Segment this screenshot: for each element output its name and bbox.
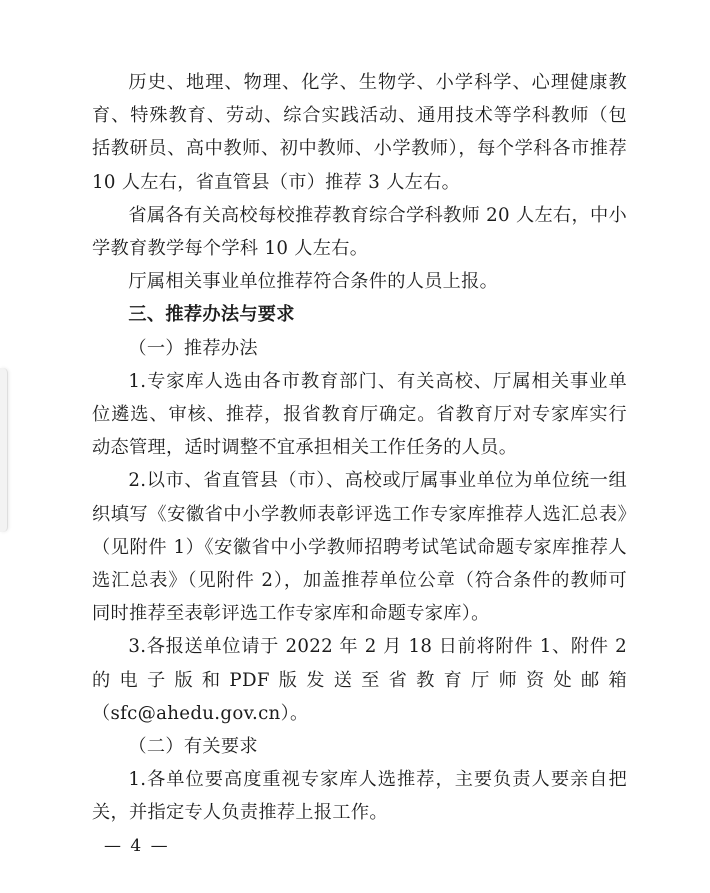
subsection-heading-requirements: （二）有关要求 [128,736,258,758]
page-number: — 4 — [104,836,170,856]
paragraph-universities: 省属各有关高校每校推荐教育综合学科教师 20 人左右，中小学教育教学每个学科 10 人左右。 [92,204,627,260]
paragraph-requirement-1: 1.各单位要高度重视专家库人选推荐，主要负责人要亲自把关，并指定专人负责推荐上报工作。 [92,769,627,824]
paragraph-method-1: 1.专家库人选由各市教育部门、有关高校、厅属相关事业单位遴选、审核、推荐，报省教育厅确定。省教育厅对专家库实行动态管理，适时调整不宜承担相关工作任务的人员。 [92,370,627,459]
subsection-heading-methods: （一）推荐办法 [128,337,258,359]
side-panel-tab[interactable] [0,368,8,532]
paragraph-method-2: 2.以市、省直管县（市）、高校或厅属事业单位为单位统一组织填写《安徽省中小学教师表彰评选工作专家库推荐人选汇总表》（见附件 1）《安徽省中小学教师招聘考试笔试命题专家库推荐人选汇总表》（见附件 2），加盖推荐单位公章（符合条件的教师可同时推荐至表彰评选工作专家库和命题专家库）。 [92,470,627,625]
section-heading: 三、推荐办法与要求 [128,304,295,326]
paragraph-affiliated-units: 厅属相关事业单位推荐符合条件的人员上报。 [128,271,499,293]
paragraph-subject-list: 历史、地理、物理、化学、生物学、小学科学、心理健康教育、特殊教育、劳动、综合实践活动、通用技术等学科教师（包括教研员、高中教师、初中教师、小学教师），每个学科各市推荐 10 人左右，省直管县（市）推荐 3 人左右。 [92,72,627,193]
document-body [92,66,627,830]
paragraph-method-3: 3.各报送单位请于 2022 年 2 月 18 日前将附件 1、附件 2 的电子版和PDF版发送至省教育厅师资处邮箱（sfc@ahedu.gov.cn）。 [92,636,627,724]
